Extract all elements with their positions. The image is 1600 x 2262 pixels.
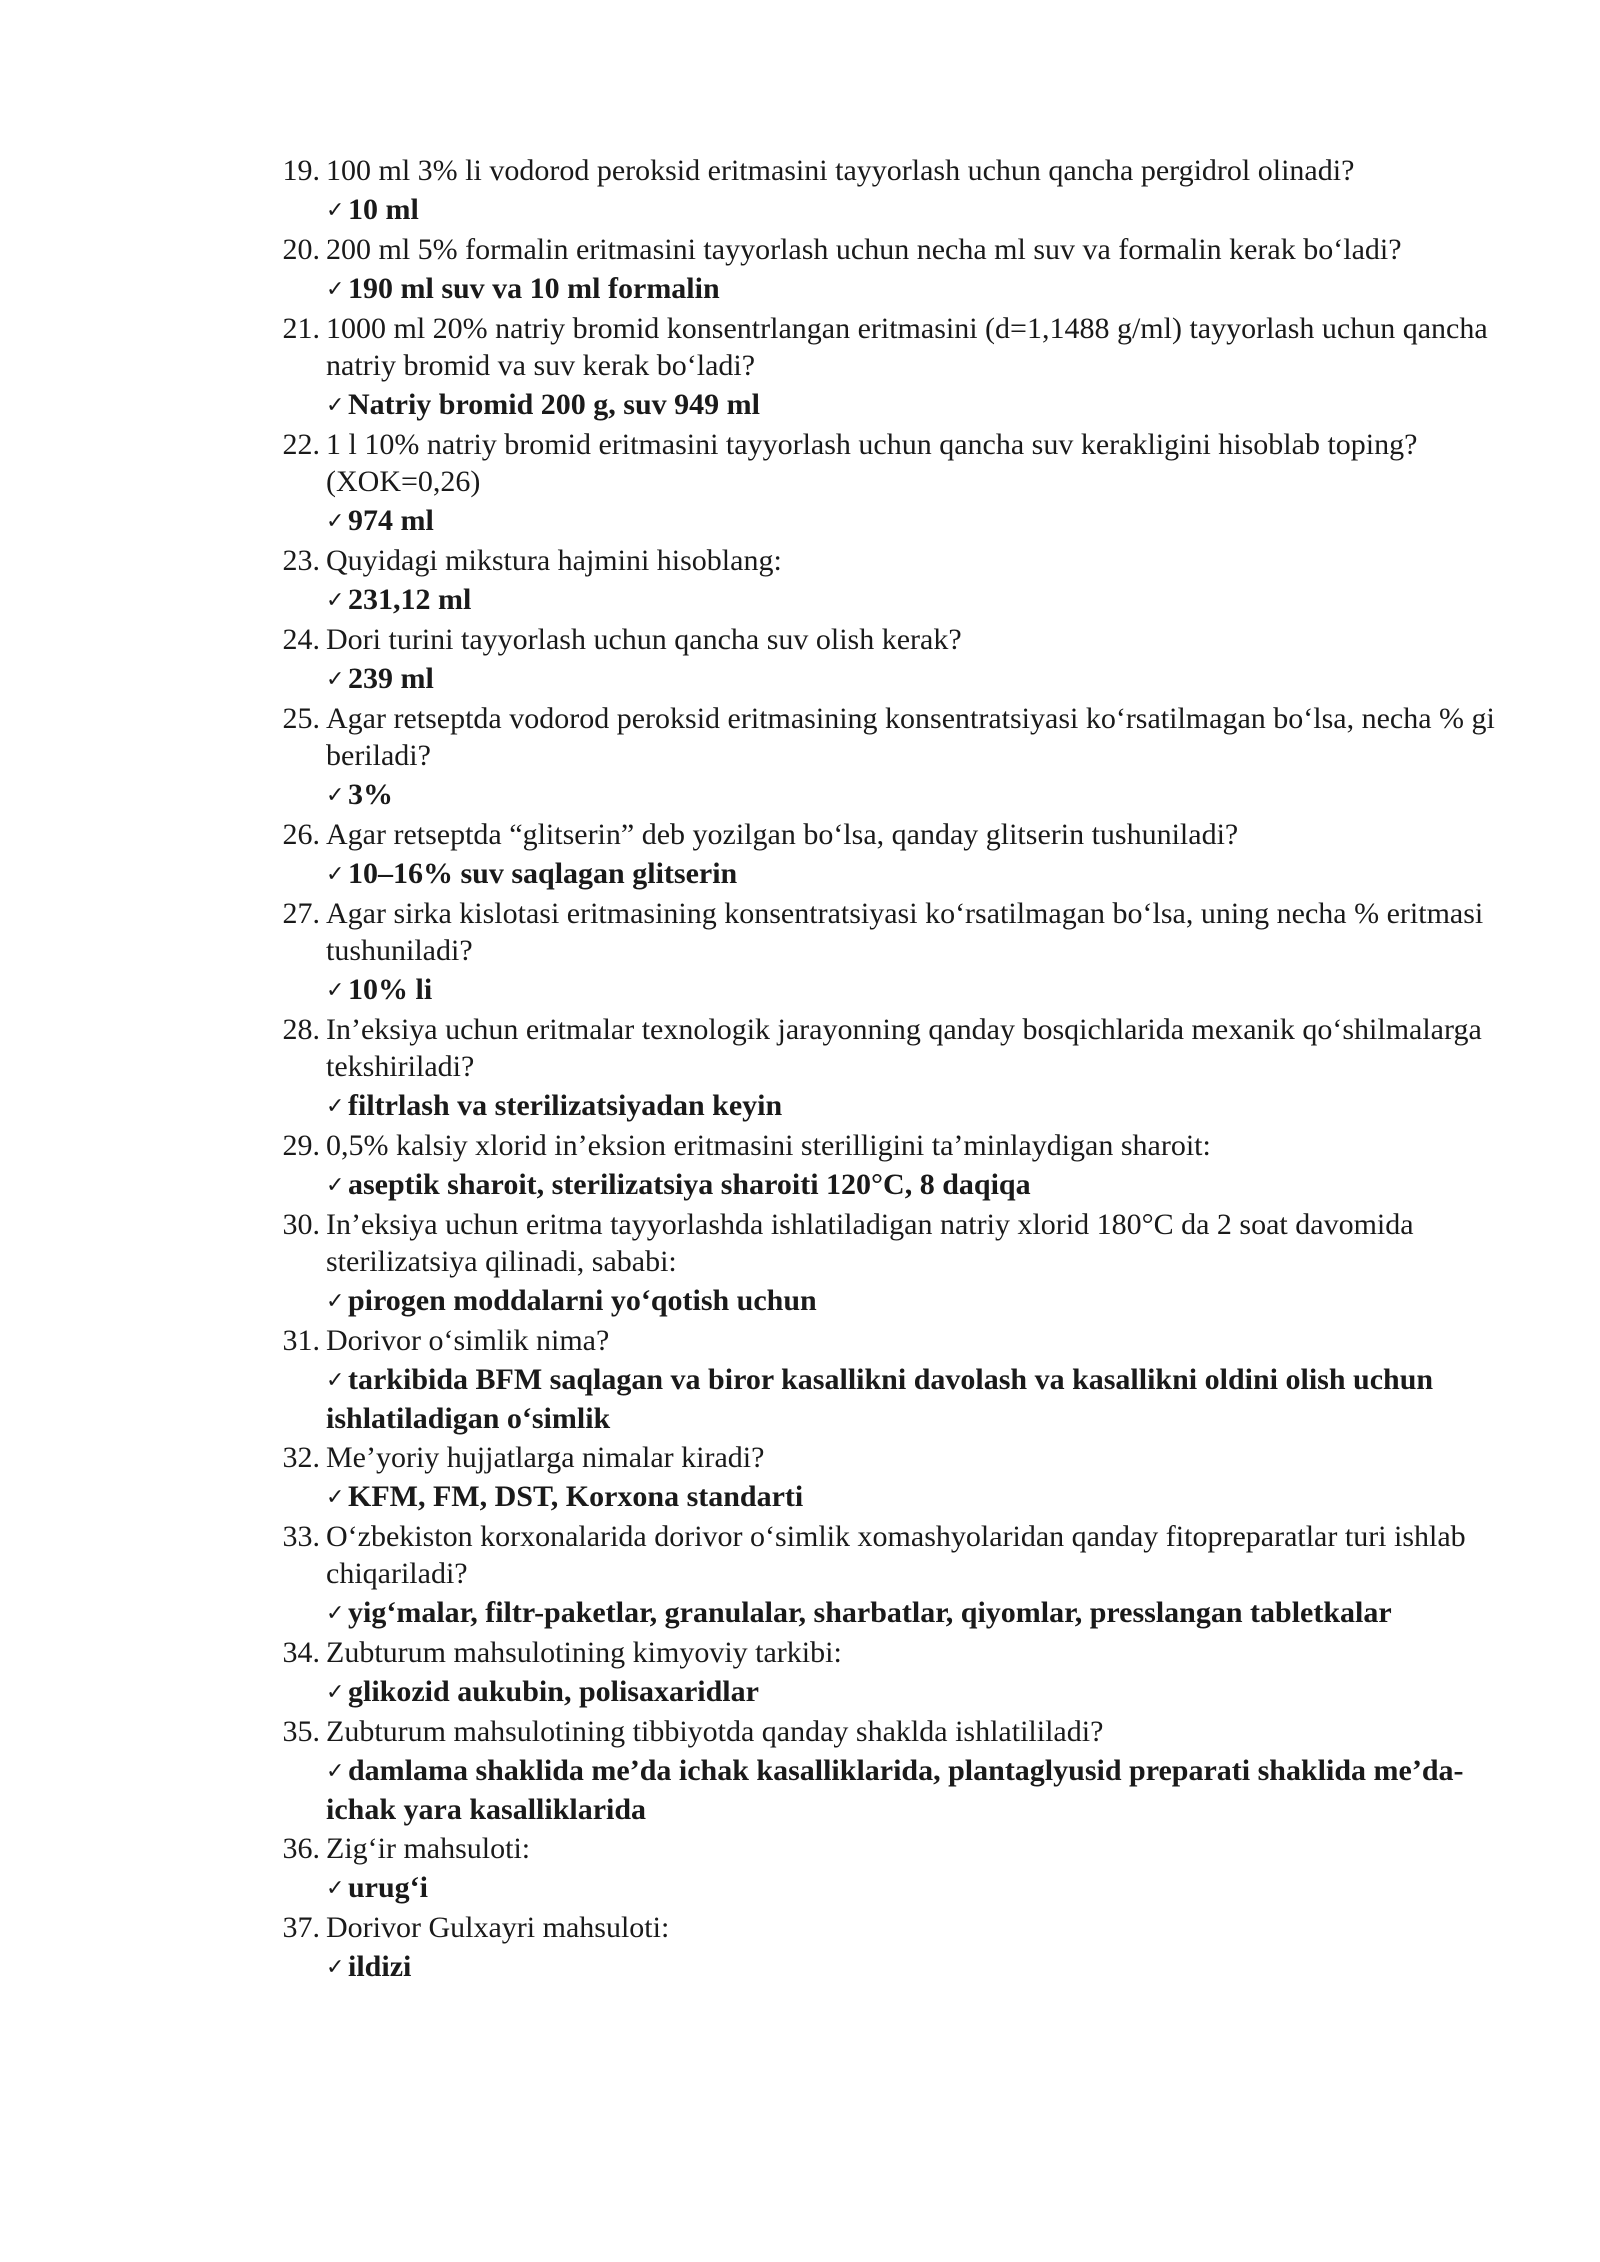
check-icon: ✓ [326,588,345,613]
question-item [272,1713,1512,1830]
question-number: 37. [282,1911,320,1944]
question-number: 31. [282,1324,320,1357]
question-text: 1000 ml 20% natriy bromid konsentrlangan eritmasini (d=1,1488 g/ml) tayyorlash uchun qancha natriy bromid va suv kerak bo‘ladi? [326,312,1488,382]
check-icon: ✓ [326,1876,345,1901]
check-icon: ✓ [326,1955,345,1980]
answer-text: aseptik sharoit, sterilizatsiya sharoiti 120°C, 8 daqiqa [348,1168,1031,1201]
question-text: In’eksiya uchun eritmalar texnologik jarayonning qanday bosqichlarida mexanik qo‘shilmalarga tekshiriladi? [326,1013,1482,1083]
question-text: 0,5% kalsiy xlorid in’eksion eritmasini sterilligini ta’minlaydigan sharoit: [326,1129,1211,1162]
question-number: 24. [282,623,320,656]
question-number: 27. [282,897,320,930]
check-icon: ✓ [326,1601,345,1626]
answer [326,1752,1512,1829]
answer [326,1594,1512,1633]
question-body [326,1518,1512,1634]
answer-text: urug‘i [348,1871,429,1904]
question-list [272,152,1512,1988]
question-item [272,1206,1512,1322]
question-number: 19. [282,154,320,187]
question-number: 28. [282,1013,320,1046]
answer [326,386,1512,425]
answer [326,1869,1512,1908]
answer-text: glikozid aukubin, polisaxaridlar [348,1675,759,1708]
question-item [272,1439,1512,1518]
question-item [272,1909,1512,1988]
check-icon: ✓ [326,1680,345,1705]
question-number: 21. [282,312,320,345]
question-body [326,426,1512,542]
question-body [326,1206,1512,1322]
answer-text: 10–16% suv saqlagan glitserin [348,857,738,890]
question-body [326,1127,1512,1206]
question-text: 100 ml 3% li vodorod peroksid eritmasini tayyorlash uchun qancha pergidrol olinadi? [326,154,1355,187]
check-icon: ✓ [326,667,345,692]
question-item [272,816,1512,895]
question-body [326,310,1512,426]
answer-text: 239 ml [348,662,434,695]
answer-text: Natriy bromid 200 g, suv 949 ml [348,388,760,421]
question-body [326,152,1512,231]
answer-text: KFM, FM, DST, Korxona standarti [348,1480,804,1513]
answer [326,1361,1512,1438]
check-icon: ✓ [326,393,345,418]
answer-text: 10 ml [348,193,419,226]
answer [326,1282,1512,1321]
question-number: 20. [282,233,320,266]
question-item [272,700,1512,816]
answer-text: filtrlash va sterilizatsiyadan keyin [348,1089,783,1122]
check-icon: ✓ [326,1485,345,1510]
answer-text: 231,12 ml [348,583,472,616]
question-text: Dori turini tayyorlash uchun qancha suv olish kerak? [326,623,962,656]
check-icon: ✓ [326,509,345,534]
question-text: 200 ml 5% formalin eritmasini tayyorlash uchun necha ml suv va formalin kerak bo‘ladi? [326,233,1402,266]
answer [326,660,1512,699]
question-number: 35. [282,1715,320,1748]
question-item [272,1011,1512,1127]
answer [326,776,1512,815]
question-text: Agar retseptda vodorod peroksid eritmasining konsentratsiyasi ko‘rsatilmagan bo‘lsa, necha % gi beriladi? [326,702,1495,772]
check-icon: ✓ [326,277,345,302]
question-item [272,152,1512,231]
question-item [272,621,1512,700]
question-body [326,1634,1512,1713]
check-icon: ✓ [326,198,345,223]
answer-text: 190 ml suv va 10 ml formalin [348,272,720,305]
question-text: In’eksiya uchun eritma tayyorlashda ishlatiladigan natriy xlorid 180°C da 2 soat davomida sterilizatsiya qilinadi, sababi: [326,1208,1414,1278]
question-body [326,1011,1512,1127]
answer [326,1948,1512,1987]
check-icon: ✓ [326,1289,345,1314]
question-text: O‘zbekiston korxonalarida dorivor o‘simlik xomashyolaridan qanday fitopreparatlar turi ishlab chiqariladi? [326,1520,1466,1590]
check-icon: ✓ [326,978,345,1003]
answer [326,971,1512,1010]
answer [326,855,1512,894]
answer-text: 974 ml [348,504,434,537]
answer [326,1166,1512,1205]
answer [326,191,1512,230]
question-number: 33. [282,1520,320,1553]
answer [326,1087,1512,1126]
check-icon: ✓ [326,783,345,808]
answer-text: ildizi [348,1950,412,1983]
answer [326,581,1512,620]
question-item [272,231,1512,310]
check-icon: ✓ [326,1759,345,1784]
answer-text: 10% li [348,973,433,1006]
question-text: Agar retseptda “glitserin” deb yozilgan bo‘lsa, qanday glitserin tushuniladi? [326,818,1239,851]
question-item [272,1634,1512,1713]
question-text: Dorivor o‘simlik nima? [326,1324,610,1357]
question-body [326,816,1512,895]
question-text: Agar sirka kislotasi eritmasining konsentratsiyasi ko‘rsatilmagan bo‘lsa, uning necha % eritmasi tushuniladi? [326,897,1484,967]
question-number: 36. [282,1832,320,1865]
check-icon: ✓ [326,1094,345,1119]
question-number: 29. [282,1129,320,1162]
question-body [326,231,1512,310]
question-body [326,700,1512,816]
question-number: 26. [282,818,320,851]
question-item [272,1830,1512,1909]
question-item [272,542,1512,621]
answer-text: 3% [348,778,393,811]
question-item [272,310,1512,426]
question-body [326,542,1512,621]
question-number: 32. [282,1441,320,1474]
question-text: Me’yoriy hujjatlarga nimalar kiradi? [326,1441,765,1474]
question-body [326,1830,1512,1909]
question-text: Zubturum mahsulotining kimyoviy tarkibi: [326,1636,842,1669]
question-body [326,621,1512,700]
question-item [272,1518,1512,1634]
check-icon: ✓ [326,862,345,887]
question-body [326,1909,1512,1988]
question-text: Zig‘ir mahsuloti: [326,1832,531,1865]
question-item [272,895,1512,1011]
question-text: 1 l 10% natriy bromid eritmasini tayyorlash uchun qancha suv kerakligini hisoblab toping? (XOK=0,26) [326,428,1418,498]
question-body [326,1713,1512,1830]
question-item [272,1322,1512,1439]
question-text: Dorivor Gulxayri mahsuloti: [326,1911,670,1944]
question-number: 34. [282,1636,320,1669]
answer-text: pirogen moddalarni yo‘qotish uchun [348,1284,817,1317]
question-number: 23. [282,544,320,577]
question-text: Zubturum mahsulotining tibbiyotda qanday shaklda ishlatililadi? [326,1715,1104,1748]
question-number: 22. [282,428,320,461]
answer-text: damlama shaklida me’da ichak kasalliklarida, plantaglyusid preparati shaklida me’da-ichak yara kasalliklarida [326,1754,1464,1826]
answer [326,502,1512,541]
check-icon: ✓ [326,1173,345,1198]
answer [326,1478,1512,1517]
question-item [272,426,1512,542]
question-number: 30. [282,1208,320,1241]
answer-text: yig‘malar, filtr-paketlar, granulalar, sharbatlar, qiyomlar, presslangan tabletkalar [348,1596,1392,1629]
question-text: Quyidagi mikstura hajmini hisoblang: [326,544,782,577]
answer [326,270,1512,309]
question-body [326,1322,1512,1439]
check-icon: ✓ [326,1368,345,1393]
answer [326,1673,1512,1712]
question-body [326,895,1512,1011]
question-number: 25. [282,702,320,735]
question-body [326,1439,1512,1518]
answer-text: tarkibida BFM saqlagan va biror kasallikni davolash va kasallikni oldini olish uchun ishlatiladigan o‘simlik [326,1363,1434,1435]
question-item [272,1127,1512,1206]
